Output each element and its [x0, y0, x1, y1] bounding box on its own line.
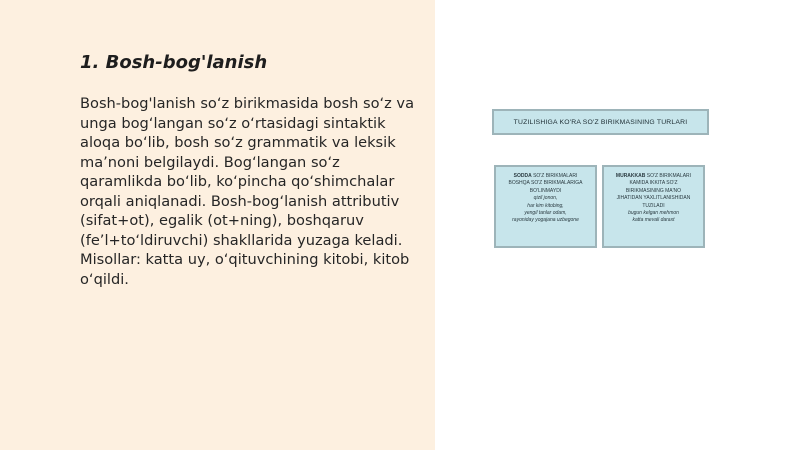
slide-heading: 1. Bosh-bog'lanish: [80, 52, 268, 73]
simple-box-line-1: [500, 173, 591, 180]
complex-box-line-3: BIRIKMASINING MA'NO: [625, 187, 682, 194]
complex-box-keyword: MURAKKAB: [615, 173, 646, 179]
simple-box-line-2: BOSHQA SO'Z BIRIKMALARIGA: [508, 180, 583, 187]
complex-box-line-1: [608, 173, 699, 180]
complex-box-example-1: bugun kelgan mehmon: [628, 210, 679, 217]
simple-box-keyword: SODDA: [513, 173, 532, 179]
simple-box-example-1: qizil jonon,: [533, 195, 558, 202]
slide-body-text: Bosh-bog'lanish so‘z birikmasida bosh so‘z va unga bog‘langan so‘z o‘rtasidagi sintaktik aloqa bo‘lib, bosh so‘z grammatik va leksik ma’noni belgilaydi. Bog‘langan so‘z qaramlikda bo‘lib, ko‘pincha qo‘shimchalar orqali aniqlanadi. Bosh-bog‘lanish attributiv (sifat+ot), egalik (ot+ning), boshqaruv (fe’l+to‘ldiruvchi) shakllarida yuzaga keladi. Misollar: katta uy, o‘qituvchining kitobi, kitob o‘qildi.: [80, 95, 415, 288]
complex-box-line-2: KAMIDA IKKITA SO'Z: [629, 180, 678, 187]
simple-box-line-3: BO'LINMAYDI: [529, 187, 562, 194]
complex-box-line-1-rest: SO'Z BIRIKMALARI: [645, 173, 692, 179]
simple-box-example-3: yengil tanlar odam,: [524, 210, 567, 217]
complex-box-example-2: katta mevali daraxt: [632, 217, 675, 224]
word-combination-types-diagram: [490, 106, 715, 251]
simple-box-example-2: har kim kitobing,: [527, 202, 564, 209]
complex-box-line-4: JIHATIDAN YAXLITLANISHIDAN: [616, 195, 691, 202]
simple-combination-box: [494, 165, 597, 248]
simple-box-example-4: rayoniday yogajana uzbegone: [512, 217, 579, 224]
complex-box-line-5: TUZILADI: [642, 202, 665, 209]
complex-combination-box: [602, 165, 705, 248]
simple-box-line-1-rest: SO'Z BIRIKMALARI: [531, 173, 578, 179]
diagram-title: TUZILISHIGA KO'RA SO'Z BIRIKMASINING TURLARI: [492, 109, 709, 135]
